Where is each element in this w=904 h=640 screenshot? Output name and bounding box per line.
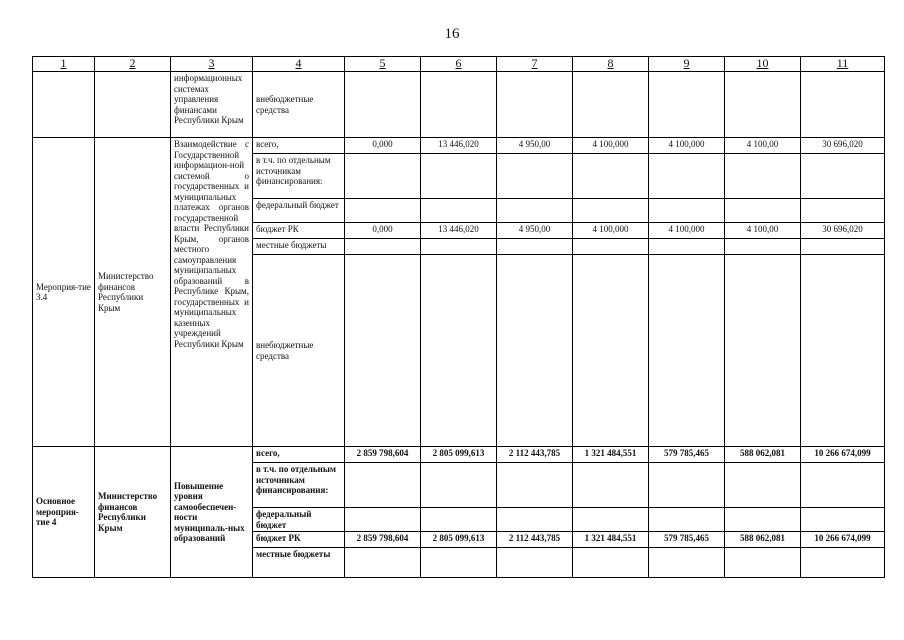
value-cell	[497, 255, 573, 447]
value-cell	[573, 154, 649, 199]
column-header: 10	[725, 57, 801, 72]
table-cell	[421, 72, 497, 138]
header-row	[33, 57, 885, 72]
value-cell	[421, 154, 497, 199]
value-cell	[573, 239, 649, 255]
executor-cell: Министерство финансов Республики Крым	[95, 447, 171, 578]
table-cell	[573, 72, 649, 138]
column-header: 2	[95, 57, 171, 72]
row-label: бюджет РК	[253, 532, 345, 548]
table-cell	[725, 72, 801, 138]
value-cell: 10 266 674,099	[801, 532, 885, 548]
row-label: федеральный бюджет	[253, 508, 345, 532]
row-label: внебюджетные средства	[253, 72, 345, 138]
column-header: 8	[573, 57, 649, 72]
value-cell: 13 446,020	[421, 223, 497, 239]
value-cell: 579 785,465	[649, 532, 725, 548]
value-cell	[421, 239, 497, 255]
column-header: 5	[345, 57, 421, 72]
value-cell	[725, 548, 801, 578]
value-cell	[801, 255, 885, 447]
value-cell: 10 266 674,099	[801, 447, 885, 463]
value-cell: 4 950,00	[497, 223, 573, 239]
table-cell	[33, 72, 95, 138]
row-label: в т.ч. по отдельным источникам финансирования:	[253, 154, 345, 199]
value-cell: 4 100,000	[573, 223, 649, 239]
value-cell	[649, 255, 725, 447]
value-cell: 588 062,081	[725, 532, 801, 548]
measure-name: Основное мероприя-тие 4	[33, 447, 95, 578]
measure-name: Мероприя-тие 3.4	[33, 138, 95, 447]
value-cell	[649, 548, 725, 578]
value-cell	[345, 239, 421, 255]
value-cell	[421, 199, 497, 223]
value-cell	[801, 199, 885, 223]
value-cell: 2 805 099,613	[421, 447, 497, 463]
value-cell: 4 100,000	[649, 223, 725, 239]
value-cell: 13 446,020	[421, 138, 497, 154]
value-cell	[649, 508, 725, 532]
description-cell: Взаимодействие с Государственной информацион-ной системой о государственных и муниципальных платежах органов государственной власти Республики Крым, органов местного самоуправления муниципальных образований в Республике Крым, государственных и муниципальных казенных учреждений Республики Крым	[171, 138, 253, 447]
value-cell	[801, 463, 885, 508]
value-cell	[649, 463, 725, 508]
value-cell: 0,000	[345, 138, 421, 154]
executor-cell: Министерство финансов Республики Крым	[95, 138, 171, 447]
value-cell: 588 062,081	[725, 447, 801, 463]
value-cell	[573, 463, 649, 508]
value-cell	[421, 255, 497, 447]
table-row	[33, 138, 885, 154]
value-cell	[345, 548, 421, 578]
value-cell	[421, 463, 497, 508]
value-cell	[725, 199, 801, 223]
value-cell: 2 805 099,613	[421, 532, 497, 548]
value-cell	[725, 463, 801, 508]
row-label: бюджет РК	[253, 223, 345, 239]
value-cell	[497, 463, 573, 508]
description-cell: информационных системах управления финансами Республики Крым	[171, 72, 253, 138]
page-number: 16	[444, 26, 460, 42]
value-cell: 2 112 443,785	[497, 532, 573, 548]
value-cell	[573, 199, 649, 223]
table-cell	[345, 72, 421, 138]
value-cell	[801, 508, 885, 532]
value-cell	[345, 154, 421, 199]
value-cell	[497, 239, 573, 255]
value-cell: 579 785,465	[649, 447, 725, 463]
value-cell	[649, 154, 725, 199]
value-cell	[801, 154, 885, 199]
row-label: всего,	[253, 138, 345, 154]
value-cell: 4 100,00	[725, 138, 801, 154]
value-cell	[725, 154, 801, 199]
value-cell	[421, 548, 497, 578]
row-label: местные бюджеты	[253, 548, 345, 578]
value-cell	[649, 199, 725, 223]
value-cell: 4 100,000	[573, 138, 649, 154]
value-cell	[345, 255, 421, 447]
value-cell: 2 859 798,604	[345, 447, 421, 463]
value-cell: 0,000	[345, 223, 421, 239]
row-label: всего,	[253, 447, 345, 463]
row-label: местные бюджеты	[253, 239, 345, 255]
column-header: 7	[497, 57, 573, 72]
value-cell	[725, 239, 801, 255]
value-cell	[725, 508, 801, 532]
value-cell	[573, 548, 649, 578]
value-cell: 2 859 798,604	[345, 532, 421, 548]
value-cell: 2 112 443,785	[497, 447, 573, 463]
column-header: 11	[801, 57, 885, 72]
value-cell	[497, 508, 573, 532]
value-cell: 1 321 484,551	[573, 447, 649, 463]
column-header: 6	[421, 57, 497, 72]
value-cell	[345, 508, 421, 532]
description-cell: Повышение уровня самообеспечен-ности муниципаль-ных образований	[171, 447, 253, 578]
table-cell	[649, 72, 725, 138]
row-label: в т.ч. по отдельным источникам финансирования:	[253, 463, 345, 508]
table-row	[33, 447, 885, 463]
value-cell	[345, 463, 421, 508]
column-header: 9	[649, 57, 725, 72]
value-cell: 30 696,020	[801, 223, 885, 239]
value-cell: 4 950,00	[497, 138, 573, 154]
column-header: 4	[253, 57, 345, 72]
value-cell: 30 696,020	[801, 138, 885, 154]
value-cell	[573, 508, 649, 532]
table-row	[33, 72, 885, 138]
value-cell: 1 321 484,551	[573, 532, 649, 548]
value-cell	[801, 548, 885, 578]
table-cell	[497, 72, 573, 138]
value-cell	[725, 255, 801, 447]
value-cell: 4 100,00	[725, 223, 801, 239]
value-cell: 4 100,000	[649, 138, 725, 154]
value-cell	[649, 239, 725, 255]
value-cell	[345, 199, 421, 223]
row-label: федеральный бюджет	[253, 199, 345, 223]
row-label: внебюджетные средства	[253, 255, 345, 447]
value-cell	[497, 154, 573, 199]
table-cell	[801, 72, 885, 138]
column-header: 3	[171, 57, 253, 72]
value-cell	[497, 548, 573, 578]
table-cell	[95, 72, 171, 138]
value-cell	[801, 239, 885, 255]
column-header: 1	[33, 57, 95, 72]
value-cell	[573, 255, 649, 447]
value-cell	[421, 508, 497, 532]
financing-table	[32, 56, 885, 578]
value-cell	[497, 199, 573, 223]
